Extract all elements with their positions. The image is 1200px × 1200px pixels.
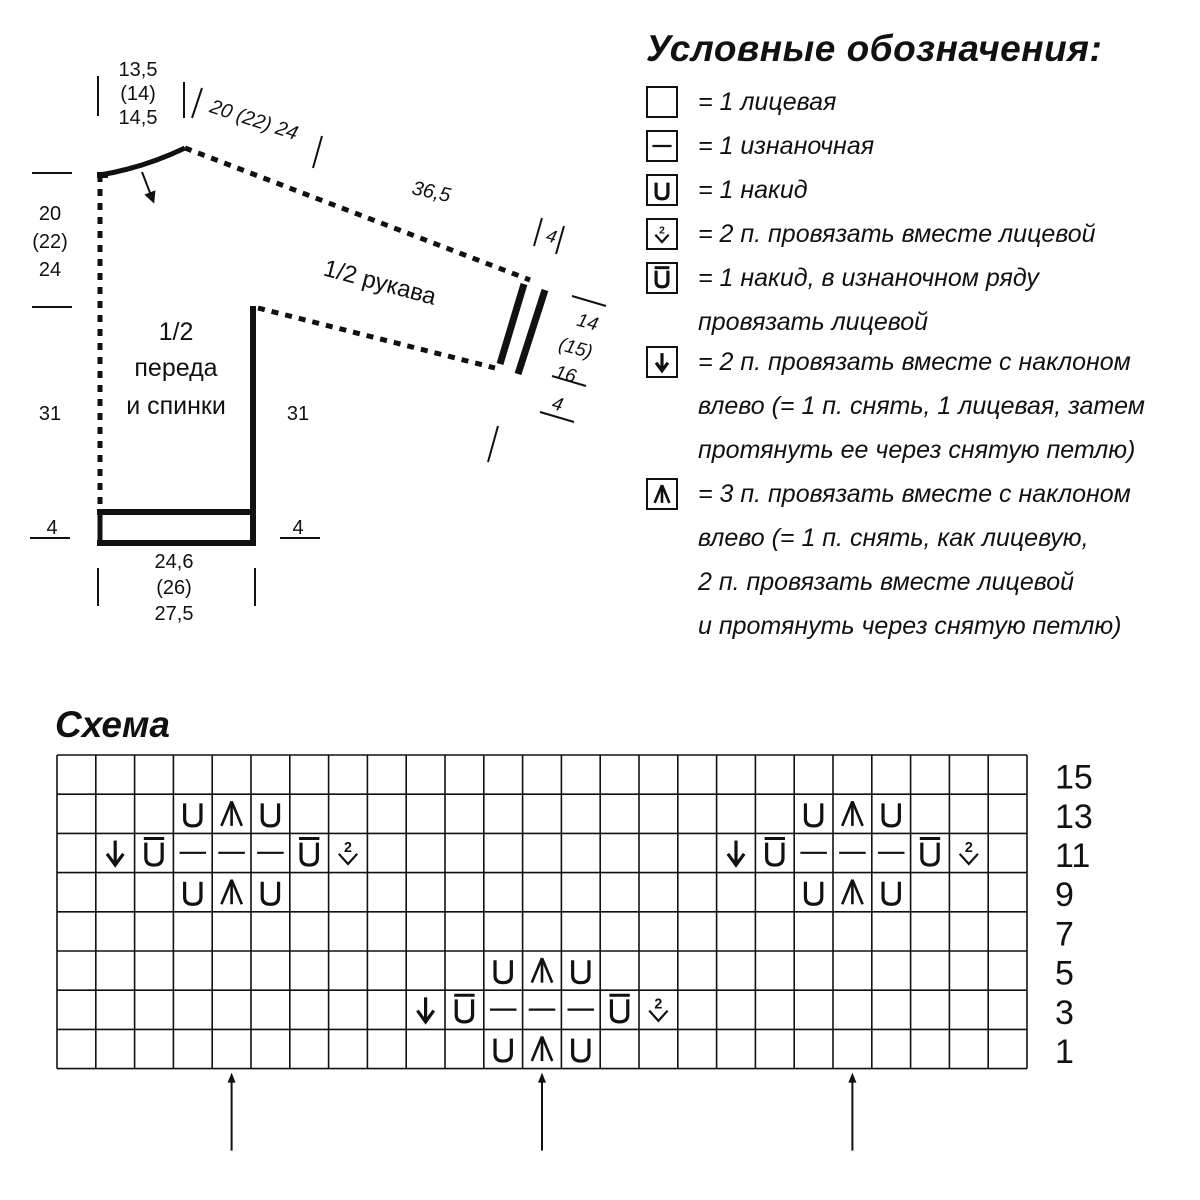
sleeve-top-dashed-edge <box>185 148 530 280</box>
yarn-over-icon <box>646 174 678 206</box>
row-number: 13 <box>1055 797 1093 836</box>
yarn-over-knit-icon <box>299 839 319 866</box>
legend-item-text: = 2 п. провязать вместе с наклоном <box>698 348 1131 376</box>
legend-item-text: = 1 лицевая <box>698 88 837 116</box>
legend-title: Условные обозначения: <box>646 28 1103 69</box>
neck-width-label-2: (14) <box>120 83 156 105</box>
sleeve-bottom-dashed-edge <box>258 308 495 368</box>
legend-item-text: 2 п. провязать вместе лицевой <box>698 568 1075 596</box>
purl-icon <box>646 130 678 162</box>
body-title-2: переда <box>134 354 218 382</box>
yarn-over-icon <box>883 882 899 904</box>
legend-item-text: и протянуть через снятую петлю) <box>698 612 1122 640</box>
k3tog-icon <box>842 880 862 905</box>
armhole-depth-label-1: 20 <box>38 203 62 225</box>
column-marker-arrow <box>228 1073 236 1151</box>
yarn-over-icon <box>573 1039 589 1061</box>
neckline-curve <box>100 148 185 175</box>
ssk-icon <box>728 841 744 866</box>
sleeve-title: 1/2 рукава <box>320 254 440 311</box>
stitch-chart-markers <box>228 1073 857 1151</box>
k2tog-icon <box>649 997 667 1021</box>
body-piece <box>97 148 256 545</box>
sleeve-cuff-line-1 <box>500 284 524 364</box>
armhole-depth-label-3: 24 <box>38 259 62 281</box>
yarn-over-icon <box>185 803 201 825</box>
legend-item-text: влево (= 1 п. снять, как лицевую, <box>698 524 1089 552</box>
shoulder-label: 20 (22) 24 <box>207 95 301 145</box>
dimension-marks <box>30 76 606 606</box>
armhole-depth-label-2: (22) <box>32 231 68 253</box>
yarn-over-knit-icon <box>144 839 164 866</box>
yarn-over-icon <box>805 803 821 825</box>
row-number: 7 <box>1055 915 1074 954</box>
body-title-1: 1/2 <box>158 318 194 346</box>
hem-left-label: 4 <box>46 517 58 539</box>
k3tog-icon <box>221 801 241 826</box>
side-length-left-label: 31 <box>38 403 62 425</box>
row-number: 11 <box>1055 837 1091 875</box>
k2tog-icon <box>960 840 978 864</box>
yarn-over-icon <box>185 882 201 904</box>
yarn-over-icon <box>495 960 511 982</box>
ssk-icon <box>646 346 678 378</box>
sleeve-width-cuff-label: 4 <box>549 393 566 417</box>
hem-right-label: 4 <box>292 517 304 539</box>
k3tog-icon <box>221 880 241 905</box>
yarn-over-knit-icon <box>454 995 474 1022</box>
sleeve-width-label-2: (15) <box>556 334 595 364</box>
row-number: 3 <box>1055 993 1074 1032</box>
body-title-3: и спинки <box>126 392 226 420</box>
yarn-over-knit-icon <box>765 839 785 866</box>
column-marker-arrow <box>538 1073 546 1151</box>
legend-item-text: = 2 п. провязать вместе лицевой <box>698 220 1096 248</box>
svg-text:2: 2 <box>654 996 663 1013</box>
svg-text:2: 2 <box>344 839 352 856</box>
legend-item-text: провязать лицевой <box>698 308 929 336</box>
row-number: 5 <box>1055 954 1074 993</box>
yarn-over-icon <box>262 882 278 904</box>
yarn-over-icon <box>495 1039 511 1061</box>
k3tog-icon <box>842 801 862 826</box>
stitch-chart-row-numbers <box>1055 759 1093 1071</box>
k2tog-icon <box>339 840 357 864</box>
legend-item-text: протянуть ее через снятую петлю) <box>698 436 1136 464</box>
knit-icon <box>646 86 678 118</box>
yarn-over-icon <box>883 803 899 825</box>
svg-text:2: 2 <box>659 225 665 237</box>
svg-text:2: 2 <box>964 839 973 856</box>
body-width-label-1: 24,6 <box>154 551 194 573</box>
legend-item-text: влево (= 1 п. снять, 1 лицевая, затем <box>698 392 1145 420</box>
neckline-arrow <box>142 172 152 198</box>
body-width-label-2: (26) <box>156 577 192 599</box>
stitch-chart-grid <box>57 755 1027 1069</box>
neck-width-label-3: 14,5 <box>118 107 158 129</box>
ssk-icon <box>417 997 433 1022</box>
body-width-label-3: 27,5 <box>154 603 194 625</box>
legend-item-text: = 1 накид <box>698 176 808 204</box>
row-number: 1 <box>1055 1033 1074 1071</box>
row-number: 15 <box>1055 758 1093 797</box>
yarn-over-icon <box>805 882 821 904</box>
sleeve-cuff-label: 4 <box>544 225 559 248</box>
row-number: 9 <box>1055 876 1074 915</box>
yarn-over-knit-icon <box>609 995 629 1022</box>
legend-item-text: = 1 накид, в изнаночном ряду <box>698 264 1039 292</box>
legend-item-text: = 1 изнаночная <box>698 132 875 160</box>
yarn-over-icon <box>573 960 589 982</box>
k3tog-icon <box>532 1037 552 1062</box>
legend-item-text: = 3 п. провязать вместе с наклоном <box>698 480 1131 508</box>
sleeve-width-label-3: 16 <box>552 361 579 388</box>
k2tog-icon <box>646 218 678 250</box>
sleeve-width-label-1: 14 <box>574 309 601 336</box>
neck-width-label-1: 13,5 <box>118 59 158 81</box>
k3tog-icon <box>646 478 678 510</box>
k3tog-icon <box>532 958 552 983</box>
yarn-over-icon <box>262 803 278 825</box>
column-marker-arrow <box>848 1073 856 1151</box>
yarn-over-knit-icon <box>920 839 940 866</box>
ssk-icon <box>107 841 123 866</box>
chart-title: Схема <box>55 704 170 745</box>
sleeve-length-label: 36,5 <box>409 177 453 207</box>
sleeve-piece <box>185 148 545 374</box>
yarn-over-knit-icon <box>646 262 678 294</box>
side-length-right-label: 31 <box>286 403 310 425</box>
